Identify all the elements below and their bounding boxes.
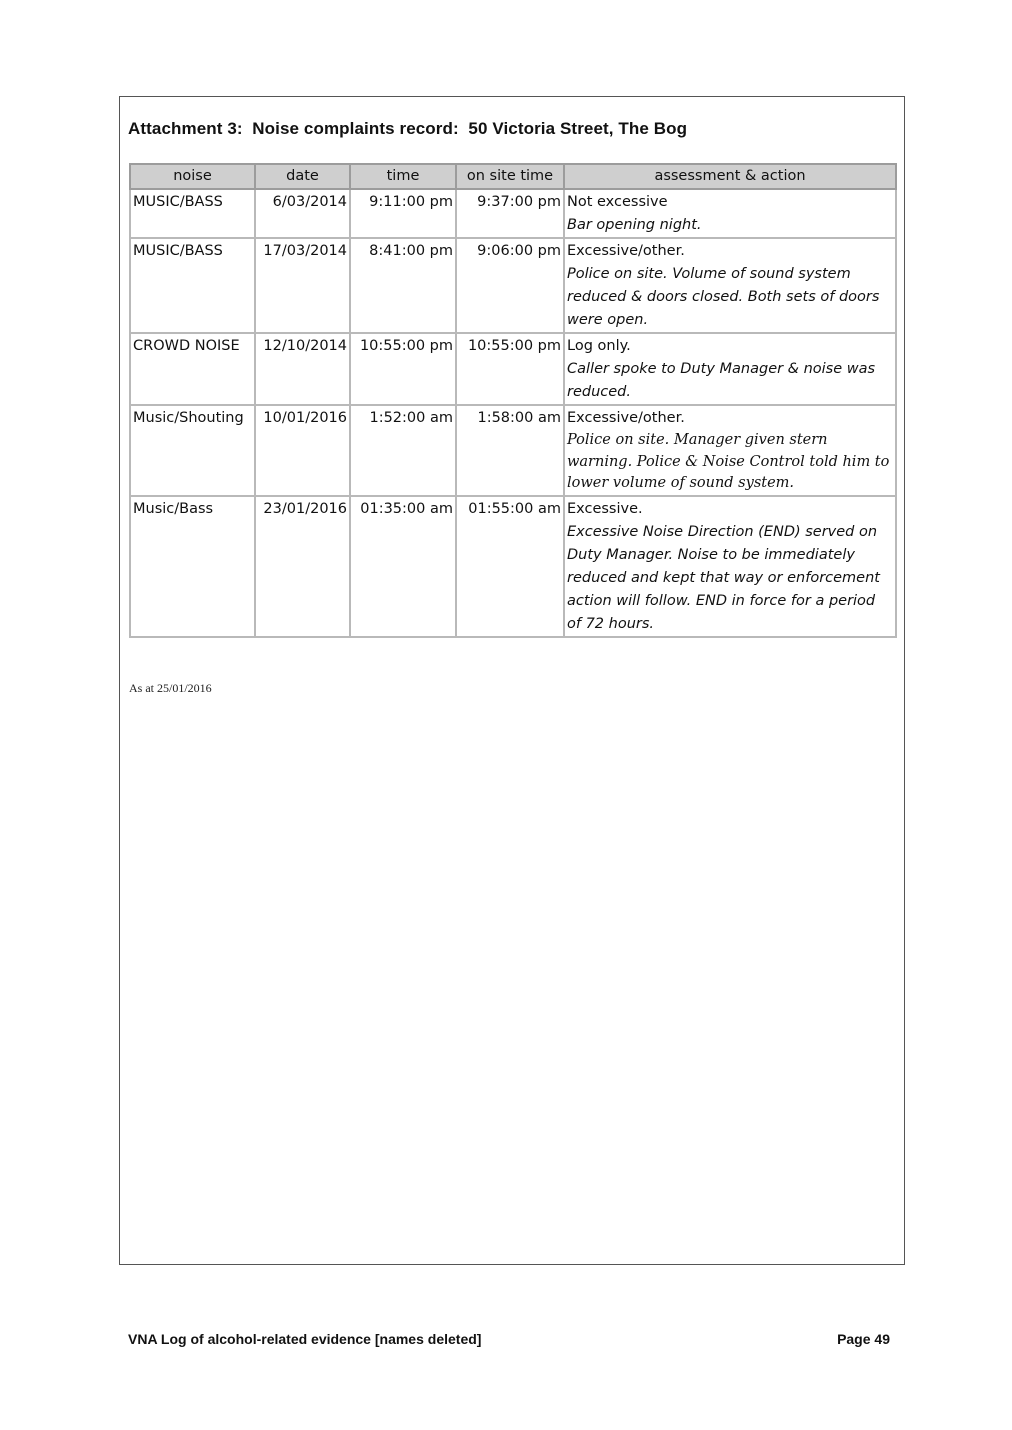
assessment-text: Excessive/other. — [567, 410, 685, 426]
column-header-time: time — [350, 164, 456, 189]
assessment-text: Excessive. — [567, 500, 643, 517]
cell-date: 6/03/2014 — [255, 189, 350, 238]
cell-assessment-action — [564, 238, 896, 333]
cell-time: 1:52:00 am — [350, 405, 456, 496]
column-header-noise: noise — [130, 164, 255, 189]
cell-noise: Music/Shouting — [130, 405, 255, 496]
column-header-assessment-action: assessment & action — [564, 164, 896, 189]
cell-date: 12/10/2014 — [255, 333, 350, 405]
cell-noise: MUSIC/BASS — [130, 189, 255, 238]
action-text: Police on site. Manager given stern warning. Police & Noise Control told him to lower volume of sound system. — [567, 432, 890, 491]
column-header-on-site-time: on site time — [456, 164, 564, 189]
cell-time: 8:41:00 pm — [350, 238, 456, 333]
noise-complaints-table — [129, 163, 897, 638]
cell-assessment-action — [564, 333, 896, 405]
table-row — [130, 496, 896, 637]
assessment-text: Not excessive — [567, 194, 668, 210]
footer-document-name: VNA Log of alcohol-related evidence [names deleted] — [128, 1331, 482, 1347]
table-row — [130, 189, 896, 238]
cell-date: 17/03/2014 — [255, 238, 350, 333]
page-number: Page 49 — [837, 1331, 890, 1347]
cell-noise: MUSIC/BASS — [130, 238, 255, 333]
assessment-text: Excessive/other. — [567, 243, 685, 259]
action-text: Excessive Noise Direction (END) served on Duty Manager. Noise to be immediately reduced and kept that way or enforcement action will follow. END in force for a period of 72 hours. — [567, 523, 880, 632]
action-text: Bar opening night. — [567, 217, 702, 233]
column-header-date: date — [255, 164, 350, 189]
cell-on-site-time: 9:37:00 pm — [456, 189, 564, 238]
table-row — [130, 405, 896, 496]
table-header-row — [130, 164, 896, 189]
cell-date: 10/01/2016 — [255, 405, 350, 496]
action-text: Caller spoke to Duty Manager & noise was reduced. — [567, 361, 876, 400]
cell-noise: Music/Bass — [130, 496, 255, 637]
table-row — [130, 238, 896, 333]
action-text: Police on site. Volume of sound system reduced & doors closed. Both sets of doors were open. — [567, 266, 880, 328]
as-at-date: As at 25/01/2016 — [129, 681, 212, 695]
cell-assessment-action — [564, 189, 896, 238]
cell-time: 01:35:00 am — [350, 496, 456, 637]
cell-time: 10:55:00 pm — [350, 333, 456, 405]
cell-on-site-time: 9:06:00 pm — [456, 238, 564, 333]
assessment-text: Log only. — [567, 338, 631, 354]
cell-on-site-time: 01:55:00 am — [456, 496, 564, 637]
cell-time: 9:11:00 pm — [350, 189, 456, 238]
cell-on-site-time: 10:55:00 pm — [456, 333, 564, 405]
cell-assessment-action — [564, 405, 896, 496]
cell-on-site-time: 1:58:00 am — [456, 405, 564, 496]
table-row — [130, 333, 896, 405]
cell-assessment-action — [564, 496, 896, 637]
cell-noise: CROWD NOISE — [130, 333, 255, 405]
cell-date: 23/01/2016 — [255, 496, 350, 637]
document-title: Attachment 3: Noise complaints record: 50 Victoria Street, The Bog — [128, 119, 688, 138]
